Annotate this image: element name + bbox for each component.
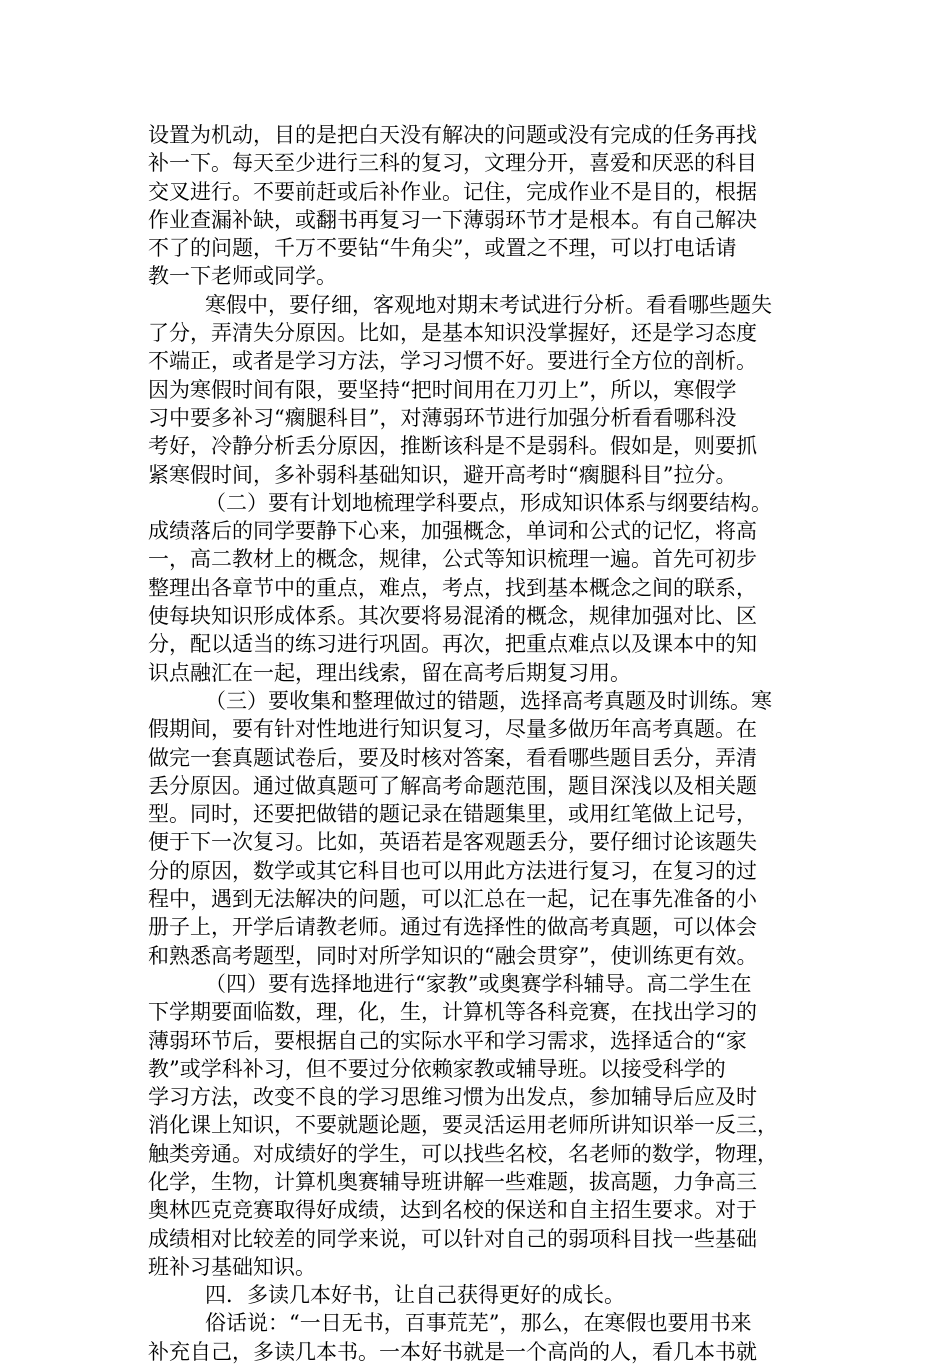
text-line: 消化课上知识，不要就题论题，要灵活运用老师所讲知识举一反三， bbox=[148, 1113, 778, 1138]
section-heading-line: （三）要收集和整理做过的错题，选择高考真题及时训练。寒 bbox=[205, 688, 772, 713]
text-line: 了分，弄清失分原因。比如，是基本知识没掌握好，还是学习态度 bbox=[148, 321, 757, 346]
section-heading-line: （二）要有计划地梳理学科要点，形成知识体系与纲要结构。 bbox=[205, 490, 772, 515]
text-line: 册子上，开学后请教老师。通过有选择性的做高考真题，可以体会 bbox=[148, 915, 757, 940]
text-line: 假期间，要有针对性地进行知识复习，尽量多做历年高考真题。在 bbox=[148, 717, 757, 742]
text-line: 使每块知识形成体系。其次要将易混淆的概念，规律加强对比、区 bbox=[148, 604, 757, 629]
text-line: 学习方法，改变不良的学习思维习惯为出发点，参加辅导后应及时 bbox=[148, 1085, 757, 1110]
text-line: 整理出各章节中的重点，难点，考点，找到基本概念之间的联系， bbox=[148, 575, 757, 600]
text-line: 教”或学科补习，但不要过分依赖家教或辅导班。以接受科学的 bbox=[148, 1056, 726, 1081]
text-line: 分的原因，数学或其它科目也可以用此方法进行复习，在复习的过 bbox=[148, 858, 757, 883]
text-line: 不了的问题，千万不要钻“牛角尖”，或置之不理，可以打电话请 bbox=[148, 236, 737, 261]
text-line: 班补习基础知识。 bbox=[148, 1254, 316, 1279]
text-line: 分，配以适当的练习进行巩固。再次，把重点难点以及课本中的知 bbox=[148, 632, 757, 657]
text-line: 做完一套真题试卷后，要及时核对答案，看看哪些题目丢分，弄清 bbox=[148, 745, 757, 770]
text-line: 教一下老师或同学。 bbox=[148, 264, 337, 289]
section-heading-line: （四）要有选择地进行“家教”或奥赛学科辅导。高二学生在 bbox=[205, 971, 752, 996]
text-line: 作业查漏补缺，或翻书再复习一下薄弱环节才是根本。有自己解决 bbox=[148, 207, 757, 232]
text-line: 考好，冷静分析丢分原因，推断该科是不是弱科。假如是，则要抓 bbox=[148, 434, 757, 459]
text-line: 习中要多补习“瘸腿科目”，对薄弱环节进行加强分析看看哪科没 bbox=[148, 405, 737, 430]
text-line: 薄弱环节后，要根据自己的实际水平和学习需求，选择适合的“家 bbox=[148, 1028, 747, 1053]
text-line: 型。同时，还要把做错的题记录在错题集里，或用红笔做上记号， bbox=[148, 802, 757, 827]
text-line: 和熟悉高考题型，同时对所学知识的“融会贯穿”，使训练更有效。 bbox=[148, 943, 758, 968]
text-line: 成绩落后的同学要静下心来，加强概念，单词和公式的记忆，将高 bbox=[148, 519, 757, 544]
document-body bbox=[148, 121, 803, 1366]
text-line: 便于下一次复习。比如，英语若是客观题丢分，要仔细讨论该题失 bbox=[148, 830, 757, 855]
text-line: 交叉进行。不要前赶或后补作业。记住，完成作业不是目的，根据 bbox=[148, 179, 757, 204]
text-line: 补一下。每天至少进行三科的复习，文理分开，喜爱和厌恶的科目 bbox=[148, 151, 757, 176]
section-heading-line: 四．多读几本好书，让自己获得更好的成长。 bbox=[205, 1283, 625, 1308]
paragraph-start-line: 寒假中，要仔细，客观地对期末考试进行分析。看看哪些题失 bbox=[205, 292, 772, 317]
paragraph-start-line: 俗话说：“一日无书，百事荒芜”，那么，在寒假也要用书来 bbox=[205, 1311, 752, 1336]
text-line: 设置为机动，目的是把白天没有解决的问题或没有完成的任务再找 bbox=[148, 123, 757, 147]
text-line: 丢分原因。通过做真题可了解高考命题范围，题目深浅以及相关题 bbox=[148, 773, 757, 798]
text-line: 因为寒假时间有限，要坚持“把时间用在刀刃上”，所以，寒假学 bbox=[148, 377, 737, 402]
text-line: 成绩相对比较差的同学来说，可以针对自己的弱项科目找一些基础 bbox=[148, 1226, 757, 1251]
text-line: 紧寒假时间，多补弱科基础知识，避开高考时“瘸腿科目”拉分。 bbox=[148, 462, 737, 487]
text-line: 一，高二教材上的概念，规律，公式等知识梳理一遍。首先可初步 bbox=[148, 547, 757, 572]
text-line: 程中，遇到无法解决的问题，可以汇总在一起，记在事先准备的小 bbox=[148, 887, 757, 912]
text-line: 不端正，或者是学习方法，学习习惯不好。要进行全方位的剖析。 bbox=[148, 349, 757, 374]
text-line: 触类旁通。对成绩好的学生，可以找些名校，名老师的数学，物理， bbox=[148, 1141, 778, 1166]
text-line: 补充自己，多读几本书。一本好书就是一个高尚的人，看几本书就 bbox=[148, 1339, 757, 1364]
text-line: 奥林匹克竞赛取得好成绩，达到名校的保送和自主招生要求。对于 bbox=[148, 1198, 757, 1223]
text-line: 化学，生物，计算机奥赛辅导班讲解一些难题，拔高题，力争高三 bbox=[148, 1169, 757, 1194]
text-line: 下学期要面临数，理，化，生，计算机等各科竞赛，在找出学习的 bbox=[148, 1000, 757, 1025]
text-line: 识点融汇在一起，理出线索，留在高考后期复习用。 bbox=[148, 660, 631, 685]
